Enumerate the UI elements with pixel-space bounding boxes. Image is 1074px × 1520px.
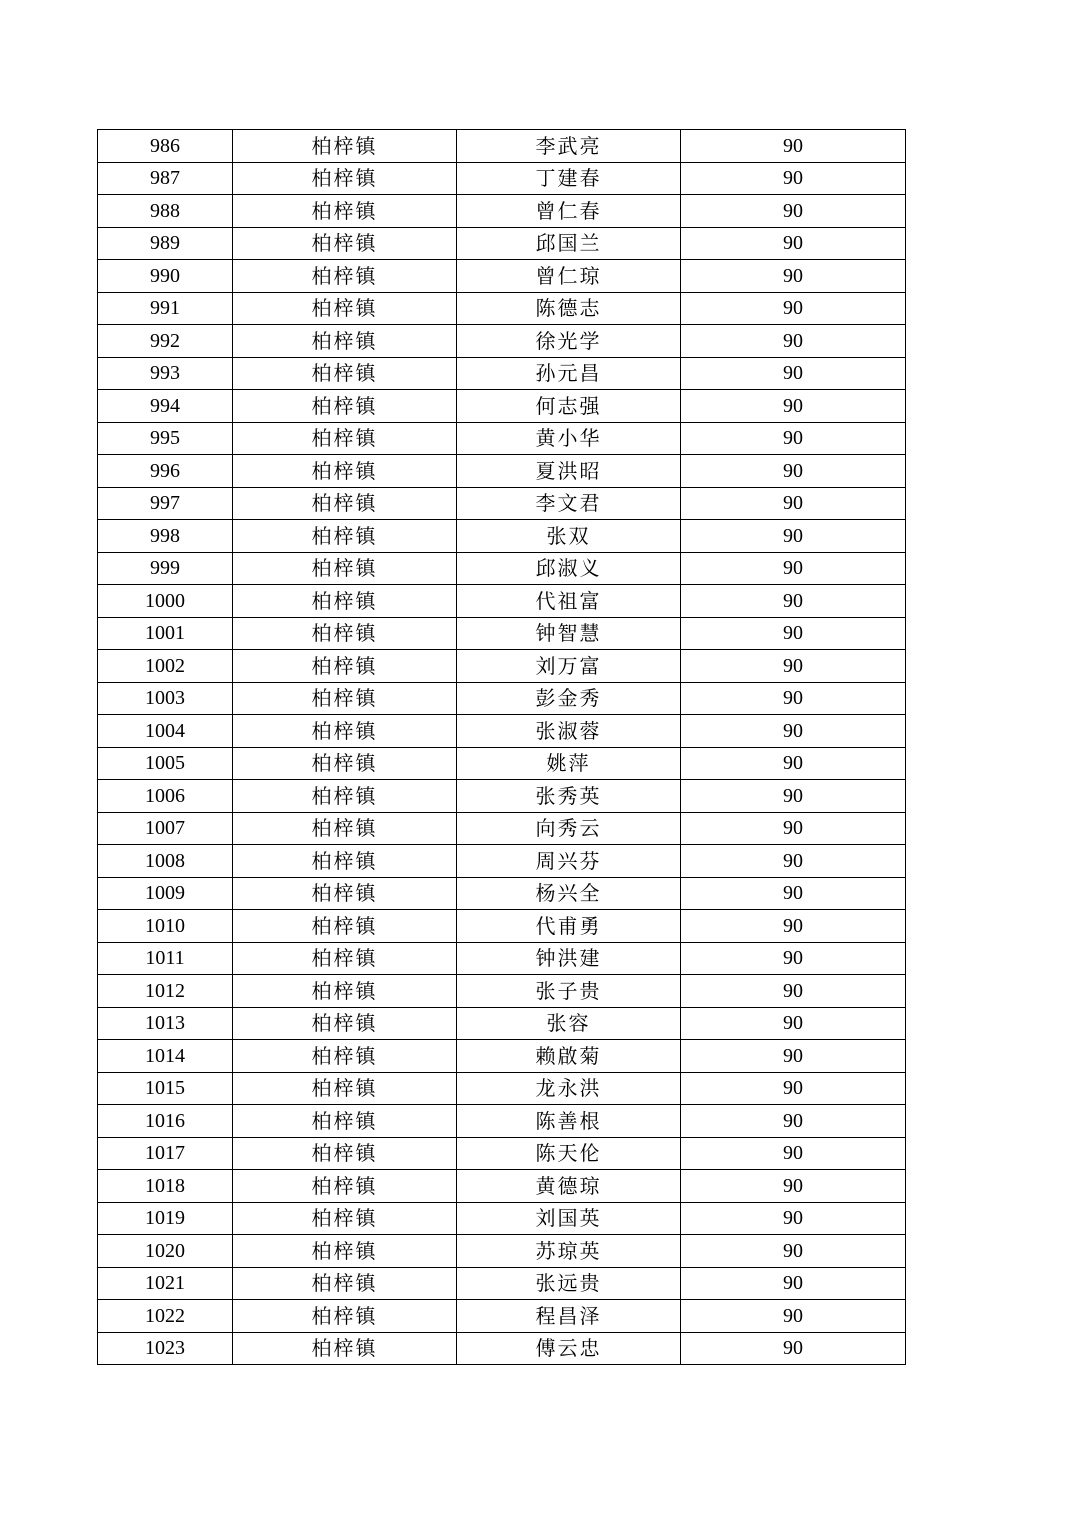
row-number-cell: 1017 bbox=[98, 1137, 233, 1170]
town-cell: 柏梓镇 bbox=[233, 1170, 457, 1203]
person-name-cell: 钟智慧 bbox=[457, 617, 681, 650]
person-name-cell: 孙元昌 bbox=[457, 357, 681, 390]
town-cell: 柏梓镇 bbox=[233, 975, 457, 1008]
person-name-cell: 彭金秀 bbox=[457, 682, 681, 715]
person-name-cell: 代祖富 bbox=[457, 585, 681, 618]
table-row bbox=[98, 812, 906, 845]
amount-cell: 90 bbox=[681, 1332, 906, 1365]
row-number-cell: 1001 bbox=[98, 617, 233, 650]
person-name-cell: 程昌泽 bbox=[457, 1300, 681, 1333]
person-name-cell: 张远贵 bbox=[457, 1267, 681, 1300]
person-name-cell: 代甫勇 bbox=[457, 910, 681, 943]
row-number-cell: 1009 bbox=[98, 877, 233, 910]
amount-cell: 90 bbox=[681, 1072, 906, 1105]
person-name-cell: 张淑蓉 bbox=[457, 715, 681, 748]
table-row bbox=[98, 487, 906, 520]
row-number-cell: 1021 bbox=[98, 1267, 233, 1300]
person-name-cell: 黄小华 bbox=[457, 422, 681, 455]
amount-cell: 90 bbox=[681, 552, 906, 585]
table-row bbox=[98, 910, 906, 943]
table-row bbox=[98, 162, 906, 195]
amount-cell: 90 bbox=[681, 260, 906, 293]
row-number-cell: 1010 bbox=[98, 910, 233, 943]
table-row bbox=[98, 1007, 906, 1040]
town-cell: 柏梓镇 bbox=[233, 617, 457, 650]
amount-cell: 90 bbox=[681, 910, 906, 943]
amount-cell: 90 bbox=[681, 715, 906, 748]
amount-cell: 90 bbox=[681, 455, 906, 488]
table-row bbox=[98, 227, 906, 260]
row-number-cell: 990 bbox=[98, 260, 233, 293]
table-row bbox=[98, 455, 906, 488]
town-cell: 柏梓镇 bbox=[233, 1137, 457, 1170]
amount-cell: 90 bbox=[681, 162, 906, 195]
row-number-cell: 1022 bbox=[98, 1300, 233, 1333]
amount-cell: 90 bbox=[681, 1235, 906, 1268]
person-name-cell: 刘万富 bbox=[457, 650, 681, 683]
table-row bbox=[98, 585, 906, 618]
table-row bbox=[98, 1235, 906, 1268]
row-number-cell: 1016 bbox=[98, 1105, 233, 1138]
amount-cell: 90 bbox=[681, 682, 906, 715]
amount-cell: 90 bbox=[681, 650, 906, 683]
town-cell: 柏梓镇 bbox=[233, 1300, 457, 1333]
amount-cell: 90 bbox=[681, 1202, 906, 1235]
row-number-cell: 992 bbox=[98, 325, 233, 358]
person-name-cell: 曾仁琼 bbox=[457, 260, 681, 293]
row-number-cell: 1013 bbox=[98, 1007, 233, 1040]
row-number-cell: 1018 bbox=[98, 1170, 233, 1203]
row-number-cell: 1006 bbox=[98, 780, 233, 813]
amount-cell: 90 bbox=[681, 780, 906, 813]
person-name-cell: 杨兴全 bbox=[457, 877, 681, 910]
row-number-cell: 1000 bbox=[98, 585, 233, 618]
table-row bbox=[98, 130, 906, 163]
person-name-cell: 邱淑义 bbox=[457, 552, 681, 585]
row-number-cell: 1012 bbox=[98, 975, 233, 1008]
row-number-cell: 1020 bbox=[98, 1235, 233, 1268]
row-number-cell: 1002 bbox=[98, 650, 233, 683]
table-row bbox=[98, 357, 906, 390]
amount-cell: 90 bbox=[681, 1267, 906, 1300]
person-name-cell: 周兴芬 bbox=[457, 845, 681, 878]
person-name-cell: 向秀云 bbox=[457, 812, 681, 845]
table-row bbox=[98, 877, 906, 910]
table-row bbox=[98, 617, 906, 650]
town-cell: 柏梓镇 bbox=[233, 552, 457, 585]
town-cell: 柏梓镇 bbox=[233, 487, 457, 520]
table-row bbox=[98, 292, 906, 325]
town-cell: 柏梓镇 bbox=[233, 227, 457, 260]
table-row bbox=[98, 1105, 906, 1138]
person-name-cell: 夏洪昭 bbox=[457, 455, 681, 488]
town-cell: 柏梓镇 bbox=[233, 162, 457, 195]
person-name-cell: 傅云忠 bbox=[457, 1332, 681, 1365]
town-cell: 柏梓镇 bbox=[233, 1235, 457, 1268]
table-row bbox=[98, 1267, 906, 1300]
person-name-cell: 钟洪建 bbox=[457, 942, 681, 975]
person-name-cell: 张双 bbox=[457, 520, 681, 553]
row-number-cell: 1005 bbox=[98, 747, 233, 780]
town-cell: 柏梓镇 bbox=[233, 1202, 457, 1235]
amount-cell: 90 bbox=[681, 942, 906, 975]
row-number-cell: 991 bbox=[98, 292, 233, 325]
amount-cell: 90 bbox=[681, 1040, 906, 1073]
person-name-cell: 陈善根 bbox=[457, 1105, 681, 1138]
amount-cell: 90 bbox=[681, 520, 906, 553]
town-cell: 柏梓镇 bbox=[233, 422, 457, 455]
data-table bbox=[97, 129, 906, 1365]
table-row bbox=[98, 747, 906, 780]
amount-cell: 90 bbox=[681, 357, 906, 390]
person-name-cell: 张秀英 bbox=[457, 780, 681, 813]
table-row bbox=[98, 942, 906, 975]
row-number-cell: 996 bbox=[98, 455, 233, 488]
person-name-cell: 李武亮 bbox=[457, 130, 681, 163]
town-cell: 柏梓镇 bbox=[233, 812, 457, 845]
table-row bbox=[98, 325, 906, 358]
amount-cell: 90 bbox=[681, 845, 906, 878]
amount-cell: 90 bbox=[681, 130, 906, 163]
amount-cell: 90 bbox=[681, 585, 906, 618]
row-number-cell: 986 bbox=[98, 130, 233, 163]
town-cell: 柏梓镇 bbox=[233, 325, 457, 358]
table-row bbox=[98, 1040, 906, 1073]
row-number-cell: 1003 bbox=[98, 682, 233, 715]
table-row bbox=[98, 1300, 906, 1333]
amount-cell: 90 bbox=[681, 617, 906, 650]
table-row bbox=[98, 715, 906, 748]
person-name-cell: 张子贵 bbox=[457, 975, 681, 1008]
person-name-cell: 姚萍 bbox=[457, 747, 681, 780]
row-number-cell: 993 bbox=[98, 357, 233, 390]
table-row bbox=[98, 520, 906, 553]
town-cell: 柏梓镇 bbox=[233, 195, 457, 228]
town-cell: 柏梓镇 bbox=[233, 455, 457, 488]
amount-cell: 90 bbox=[681, 1007, 906, 1040]
town-cell: 柏梓镇 bbox=[233, 845, 457, 878]
amount-cell: 90 bbox=[681, 1300, 906, 1333]
amount-cell: 90 bbox=[681, 195, 906, 228]
amount-cell: 90 bbox=[681, 422, 906, 455]
town-cell: 柏梓镇 bbox=[233, 390, 457, 423]
town-cell: 柏梓镇 bbox=[233, 357, 457, 390]
table-row bbox=[98, 552, 906, 585]
row-number-cell: 1015 bbox=[98, 1072, 233, 1105]
town-cell: 柏梓镇 bbox=[233, 292, 457, 325]
town-cell: 柏梓镇 bbox=[233, 1267, 457, 1300]
amount-cell: 90 bbox=[681, 487, 906, 520]
town-cell: 柏梓镇 bbox=[233, 682, 457, 715]
table-row bbox=[98, 260, 906, 293]
table-body bbox=[98, 130, 906, 1365]
town-cell: 柏梓镇 bbox=[233, 1072, 457, 1105]
town-cell: 柏梓镇 bbox=[233, 1040, 457, 1073]
person-name-cell: 何志强 bbox=[457, 390, 681, 423]
row-number-cell: 1023 bbox=[98, 1332, 233, 1365]
amount-cell: 90 bbox=[681, 1105, 906, 1138]
person-name-cell: 赖啟菊 bbox=[457, 1040, 681, 1073]
table-row bbox=[98, 1332, 906, 1365]
town-cell: 柏梓镇 bbox=[233, 1332, 457, 1365]
amount-cell: 90 bbox=[681, 1170, 906, 1203]
amount-cell: 90 bbox=[681, 975, 906, 1008]
person-name-cell: 徐光学 bbox=[457, 325, 681, 358]
amount-cell: 90 bbox=[681, 877, 906, 910]
amount-cell: 90 bbox=[681, 227, 906, 260]
table-row bbox=[98, 845, 906, 878]
town-cell: 柏梓镇 bbox=[233, 877, 457, 910]
town-cell: 柏梓镇 bbox=[233, 1105, 457, 1138]
table-row bbox=[98, 975, 906, 1008]
amount-cell: 90 bbox=[681, 292, 906, 325]
table-row bbox=[98, 682, 906, 715]
town-cell: 柏梓镇 bbox=[233, 747, 457, 780]
row-number-cell: 994 bbox=[98, 390, 233, 423]
town-cell: 柏梓镇 bbox=[233, 130, 457, 163]
town-cell: 柏梓镇 bbox=[233, 1007, 457, 1040]
amount-cell: 90 bbox=[681, 325, 906, 358]
person-name-cell: 陈德志 bbox=[457, 292, 681, 325]
row-number-cell: 997 bbox=[98, 487, 233, 520]
row-number-cell: 1007 bbox=[98, 812, 233, 845]
row-number-cell: 998 bbox=[98, 520, 233, 553]
table-row bbox=[98, 1072, 906, 1105]
row-number-cell: 1004 bbox=[98, 715, 233, 748]
person-name-cell: 曾仁春 bbox=[457, 195, 681, 228]
row-number-cell: 988 bbox=[98, 195, 233, 228]
row-number-cell: 995 bbox=[98, 422, 233, 455]
town-cell: 柏梓镇 bbox=[233, 910, 457, 943]
table-row bbox=[98, 1170, 906, 1203]
table-row bbox=[98, 195, 906, 228]
person-name-cell: 丁建春 bbox=[457, 162, 681, 195]
table-row bbox=[98, 1202, 906, 1235]
row-number-cell: 1011 bbox=[98, 942, 233, 975]
person-name-cell: 邱国兰 bbox=[457, 227, 681, 260]
table-row bbox=[98, 1137, 906, 1170]
row-number-cell: 1014 bbox=[98, 1040, 233, 1073]
row-number-cell: 989 bbox=[98, 227, 233, 260]
amount-cell: 90 bbox=[681, 390, 906, 423]
person-name-cell: 刘国英 bbox=[457, 1202, 681, 1235]
town-cell: 柏梓镇 bbox=[233, 942, 457, 975]
amount-cell: 90 bbox=[681, 747, 906, 780]
row-number-cell: 987 bbox=[98, 162, 233, 195]
person-name-cell: 李文君 bbox=[457, 487, 681, 520]
town-cell: 柏梓镇 bbox=[233, 650, 457, 683]
town-cell: 柏梓镇 bbox=[233, 585, 457, 618]
person-name-cell: 陈天伦 bbox=[457, 1137, 681, 1170]
table-row bbox=[98, 780, 906, 813]
row-number-cell: 1008 bbox=[98, 845, 233, 878]
row-number-cell: 999 bbox=[98, 552, 233, 585]
table-row bbox=[98, 650, 906, 683]
town-cell: 柏梓镇 bbox=[233, 520, 457, 553]
person-name-cell: 苏琼英 bbox=[457, 1235, 681, 1268]
amount-cell: 90 bbox=[681, 1137, 906, 1170]
town-cell: 柏梓镇 bbox=[233, 715, 457, 748]
person-name-cell: 张容 bbox=[457, 1007, 681, 1040]
person-name-cell: 龙永洪 bbox=[457, 1072, 681, 1105]
row-number-cell: 1019 bbox=[98, 1202, 233, 1235]
table-row bbox=[98, 422, 906, 455]
town-cell: 柏梓镇 bbox=[233, 260, 457, 293]
town-cell: 柏梓镇 bbox=[233, 780, 457, 813]
person-name-cell: 黄德琼 bbox=[457, 1170, 681, 1203]
amount-cell: 90 bbox=[681, 812, 906, 845]
table-row bbox=[98, 390, 906, 423]
